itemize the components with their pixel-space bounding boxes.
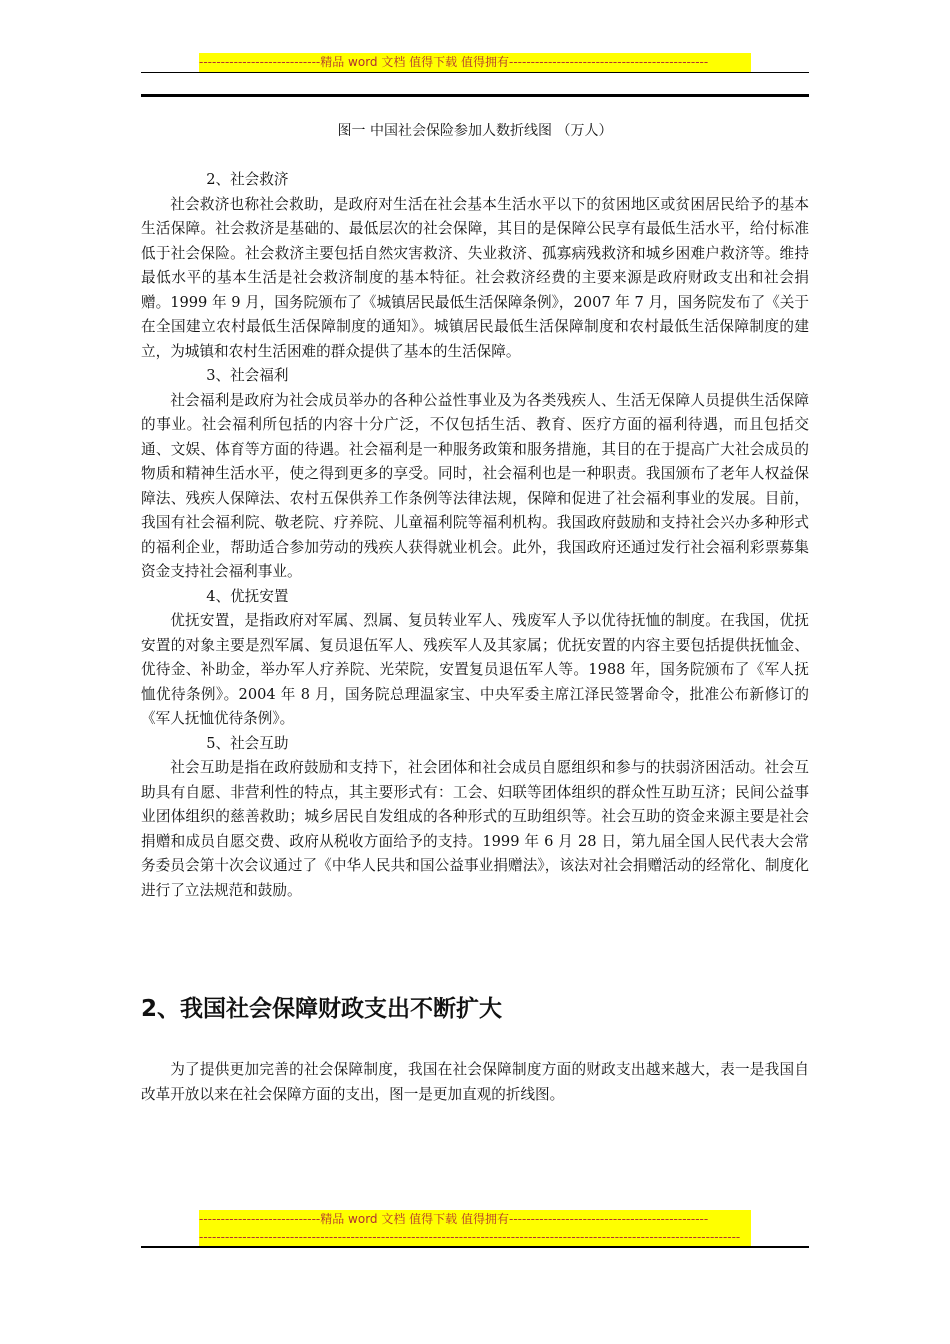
main-heading: 2、我国社会保障财政支出不断扩大 xyxy=(141,996,503,1022)
footer-banner-line2: ----------------------------------------------------------------------------------------------------------------------------- xyxy=(199,1230,741,1244)
figure-caption: 图一 中国社会保险参加人数折线图 （万人） xyxy=(337,123,613,139)
section-heading-relief: 2、社会救济 xyxy=(206,171,289,188)
section-heading-welfare: 3、社会福利 xyxy=(206,367,289,384)
section-body-relief: 社会救济也称社会救助，是政府对生活在社会基本生活水平以下的贫困地区或贫困居民给予的基本生活保障。社会救济是基础的、最低层次的社会保障，其目的是保障公民享有最低生活水平，给付标准低于社会保险。社会救济主要包括自然灾害救济、失业救济、孤寡病残救济和城乡困难户救济等。维持最低水平的基本生活是社会救济制度的基本特征。社会救济经费的主要来源是政府财政支出和社会捐赠。1999 年 9 月，国务院颁布了《城镇居民最低生活保障条例》，2007 年 7 月，国务院发布了《关于在全国建立农村最低生活保障制度的通知》。城镇居民最低生活保障制度和农村最低生活保障制度的建立，为城镇和农村生活困难的群众提供了基本的生活保障。 xyxy=(141,195,809,360)
header-rule-thin xyxy=(141,72,809,73)
footer-banner-line1: ----------------------------精品 word 文档 值得下载 值得拥有---------------------------------------------- xyxy=(199,1212,709,1226)
footer-banner xyxy=(199,1210,751,1246)
section-heading-mutual-aid: 5、社会互助 xyxy=(206,734,289,752)
header-banner xyxy=(199,53,751,72)
body-content xyxy=(141,168,809,903)
header-banner-text: ----------------------------精品 word 文档 值得下载 值得拥有---------------------------------------------- xyxy=(199,55,709,69)
section-body-mutual-aid: 社会互助是指在政府鼓励和支持下，社会团体和社会成员自愿组织和参与的扶弱济困活动。社会互助具有自愿、非营利性的特点，其主要形式有：工会、妇联等团体组织的群众性互助互济；民间公益事业团体组织的慈善救助；城乡居民自发组成的各种形式的互助组织等。社会互助的资金来源主要是社会捐赠和成员自愿交费、政府从税收方面给予的支持。1999 年 6 月 28 日，第九届全国人民代表大会常务委员会第十次会议通过了《中华人民共和国公益事业捐赠法》，该法对社会捐赠活动的经常化、制度化进行了立法规范和鼓励。 xyxy=(141,759,809,899)
section-heading-placement: 4、优抚安置 xyxy=(206,587,289,605)
closing-paragraph: 为了提供更加完善的社会保障制度，我国在社会保障制度方面的财政支出越来越大，表一是我国自改革开放以来在社会保障方面的支出，图一是更加直观的折线图。 xyxy=(141,1061,809,1103)
footer-rule xyxy=(141,1246,809,1248)
section-body-placement: 优抚安置，是指政府对军属、烈属、复员转业军人、残废军人予以优待抚恤的制度。在我国，优抚安置的对象主要是烈军属、复员退伍军人、残疾军人及其家属；优抚安置的内容主要包括提供抚恤金、优待金、补助金，举办军人疗养院、光荣院，安置复员退伍军人等。1988 年，国务院颁布了《军人抚恤优待条例》。2004 年 8 月，国务院总理温家宝、中央军委主席江泽民签署命令，批准公布新修订的《军人抚恤优待条例》。 xyxy=(141,612,809,727)
header-rule-thick xyxy=(141,94,809,97)
section-body-welfare: 社会福利是政府为社会成员举办的各种公益性事业及为各类残疾人、生活无保障人员提供生活保障的事业。社会福利所包括的内容十分广泛，不仅包括生活、教育、医疗方面的福利待遇，而且包括交通、文娱、体育等方面的待遇。社会福利是一种服务政策和服务措施，其目的在于提高广大社会成员的物质和精神生活水平，使之得到更多的享受。同时，社会福利也是一种职责。我国颁布了老年人权益保障法、残疾人保障法、农村五保供养工作条例等法律法规，保障和促进了社会福利事业的发展。目前，我国有社会福利院、敬老院、疗养院、儿童福利院等福利机构。我国政府鼓励和支持社会兴办多种形式的福利企业，帮助适合参加劳动的残疾人获得就业机会。此外，我国政府还通过发行社会福利彩票募集资金支持社会福利事业。 xyxy=(141,391,809,580)
